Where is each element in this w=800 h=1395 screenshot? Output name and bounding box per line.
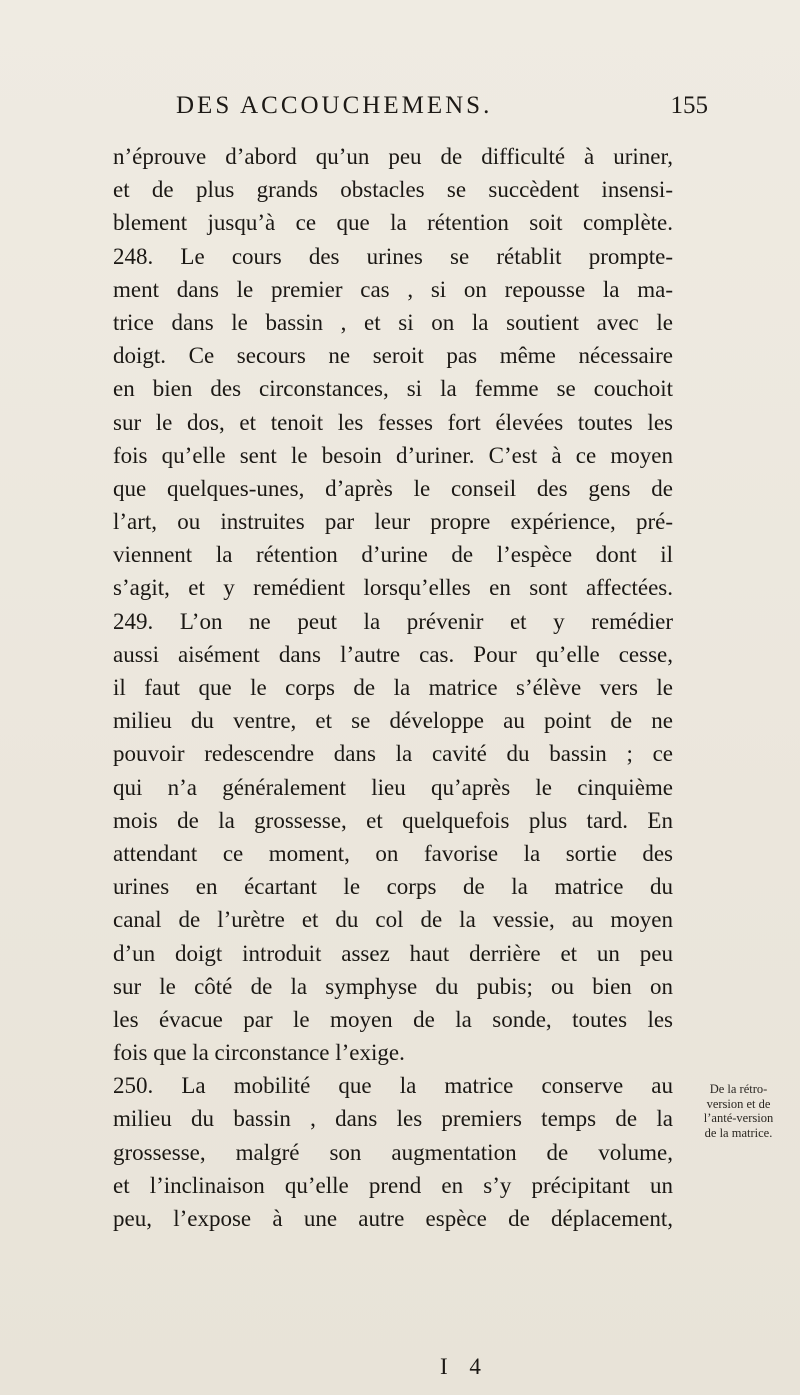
text-line: pouvoir redescendre dans la cavité du bassin ; ce	[113, 741, 673, 767]
page-number: 155	[670, 92, 708, 119]
text-line: n’éprouve d’abord qu’un peu de difficulté à uriner,	[113, 144, 673, 169]
text-line: doigt. Ce secours ne seroit pas même nécessaire	[113, 343, 673, 369]
text-line: que quelques-unes, d’après le conseil des gens de	[113, 475, 673, 501]
text-line: sur le dos, et tenoit les fesses fort élevées toutes les	[113, 409, 673, 435]
paragraph-249-start: 249. L’on ne peut la prévenir et y remédier	[113, 608, 673, 634]
text-line: peu, l’expose à une autre espèce de déplacement,	[113, 1206, 673, 1231]
margin-note-line: De la rétro-	[709, 1082, 768, 1096]
margin-note-line: version et de	[706, 1096, 771, 1111]
text-line: fois que la circonstance l’exige.	[113, 1040, 405, 1066]
text-line: sur le côté de la symphyse du pubis; ou bien on	[113, 973, 673, 999]
text-line: blement jusqu’à ce que la rétention soit complète.	[113, 210, 673, 236]
signature-mark: I 4	[440, 1354, 489, 1379]
paragraph-250-start: 250. La mobilité que la matrice conserve au	[113, 1073, 673, 1099]
text-line: fois qu’elle sent le besoin d’uriner. C’est à ce moyen	[113, 442, 673, 468]
text-line: il faut que le corps de la matrice s’élève vers le	[113, 675, 673, 700]
text-line: ment dans le premier cas , si on repousse la ma-	[113, 276, 673, 302]
margin-note-line: de la matrice.	[704, 1125, 773, 1140]
text-line: mois de la grossesse, et quelquefois plus tard. En	[113, 807, 673, 833]
text-line: trice dans le bassin , et si on la soutient avec le	[113, 309, 673, 335]
text-line: l’art, ou instruites par leur propre expérience, pré-	[113, 509, 673, 535]
text-line: en bien des circonstances, si la femme se couchoit	[113, 376, 673, 402]
paragraph-248-start: 248. Le cours des urines se rétablit prompte-	[113, 243, 673, 269]
body-text	[113, 140, 673, 1235]
text-line: et l’inclinaison qu’elle prend en s’y précipitant un	[113, 1172, 673, 1198]
margin-note	[681, 1082, 796, 1140]
text-line: milieu du bassin , dans les premiers temps de la	[113, 1106, 673, 1132]
text-line: viennent la rétention d’urine de l’espèce dont il	[113, 542, 673, 568]
running-title: DES ACCOUCHEMENS.	[176, 92, 493, 119]
text-line: qui n’a généralement lieu qu’après le cinquième	[113, 774, 673, 800]
text-line: les évacue par le moyen de la sonde, toutes les	[113, 1006, 673, 1032]
page-header	[150, 92, 710, 126]
text-line: urines en écartant le corps de la matrice du	[113, 874, 673, 900]
text-line: d’un doigt introduit assez haut derrière et un peu	[113, 940, 673, 966]
text-line: grossesse, malgré son augmentation de volume,	[113, 1139, 673, 1165]
text-line: s’agit, et y remédient lorsqu’elles en sont affectées.	[113, 575, 673, 601]
text-line: et de plus grands obstacles se succèdent insensi-	[113, 177, 673, 203]
text-line: milieu du ventre, et se développe au point de ne	[113, 708, 673, 734]
margin-note-line: l’anté-version	[703, 1111, 774, 1125]
text-line: canal de l’urètre et du col de la vessie, au moyen	[113, 907, 673, 933]
text-line: aussi aisément dans l’autre cas. Pour qu’elle cesse,	[113, 641, 673, 667]
text-line: attendant ce moment, on favorise la sortie des	[113, 840, 673, 866]
